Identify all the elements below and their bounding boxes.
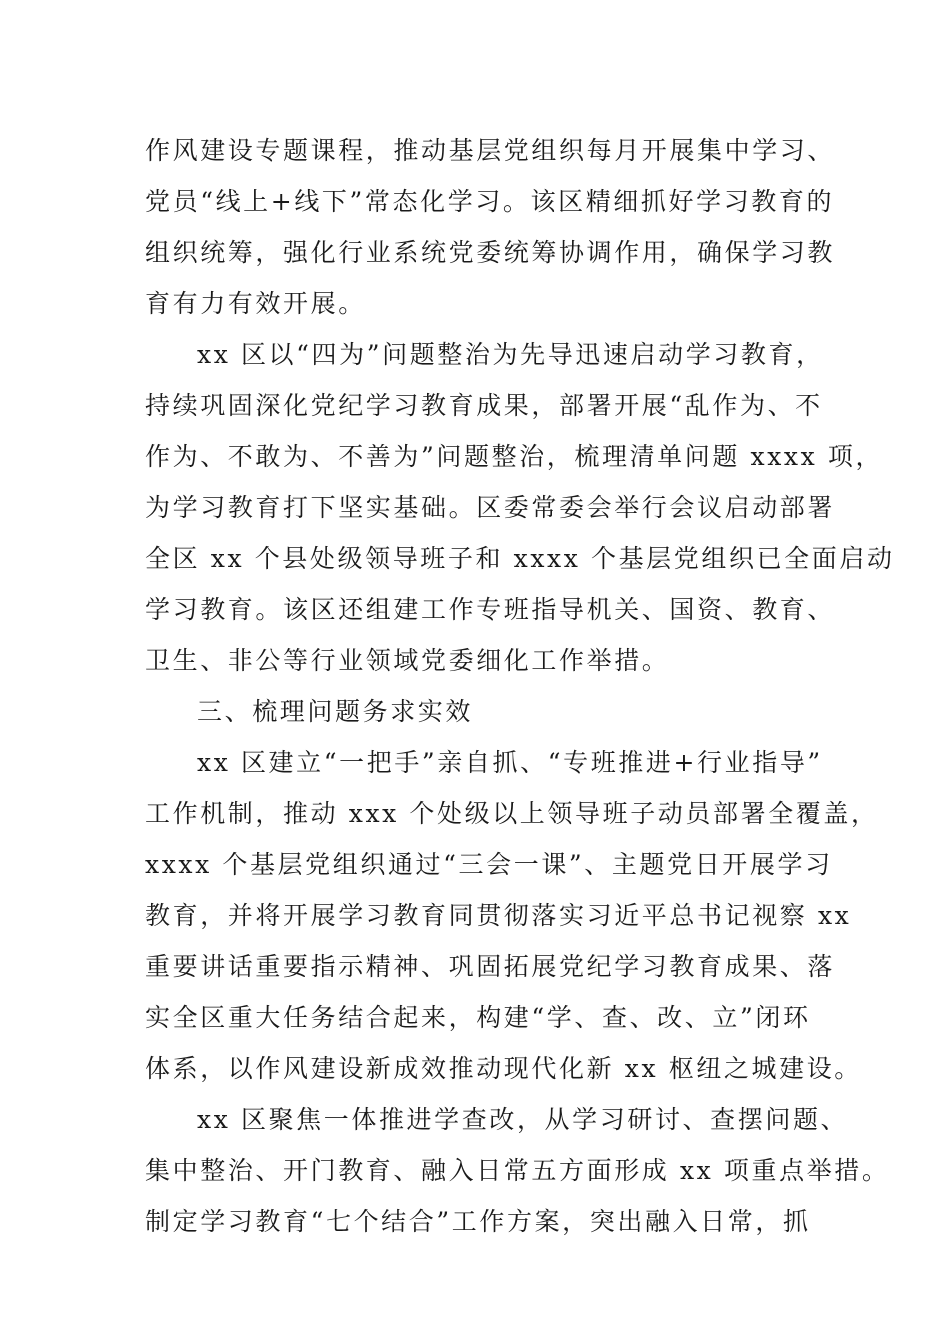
- text-line: xx 区聚焦一体推进学查改，从学习研讨、查摆问题、: [197, 1105, 849, 1134]
- text-line: 全区 xx 个县处级领导班子和 xxxx 个基层党组织已全面启动: [145, 544, 895, 573]
- text-line: 教育，并将开展学习教育同贯彻落实习近平总书记视察 xx: [145, 901, 852, 930]
- text-line: 组织统筹，强化行业系统党委统筹协调作用，确保学习教: [145, 238, 836, 267]
- text-line: xx 区以“四为”问题整治为先导迅速启动学习教育，: [197, 340, 824, 369]
- text-line: 体系，以作风建设新成效推动现代化新 xx 枢纽之城建设。: [145, 1054, 862, 1083]
- text-line: 重要讲话重要指示精神、巩固拓展党纪学习教育成果、落: [145, 952, 836, 981]
- paragraph: [145, 737, 879, 1094]
- text-line: 作风建设专题课程，推动基层党组织每月开展集中学习、: [145, 136, 836, 165]
- text-line: 党员“线上+线下”常态化学习。该区精细抓好学习教育的: [145, 187, 835, 216]
- paragraph: [145, 125, 836, 329]
- text-line: xxxx 个基层党组织通过“三会一课”、主题党日开展学习: [145, 850, 833, 879]
- paragraph: [145, 1094, 890, 1247]
- text-line: xx 区建立“一把手”亲自抓、“专班推进+行业指导”: [197, 748, 823, 777]
- document-body: [145, 125, 895, 1247]
- text-line: 持续巩固深化党纪学习教育成果，部署开展“乱作为、不: [145, 391, 823, 420]
- text-line: 制定学习教育“七个结合”工作方案，突出融入日常，抓: [145, 1207, 811, 1236]
- text-line: 学习教育。该区还组建工作专班指导机关、国资、教育、: [145, 595, 836, 624]
- text-line: 工作机制，推动 xxx 个处级以上领导班子动员部署全覆盖，: [145, 799, 879, 828]
- text-line: 集中整治、开门教育、融入日常五方面形成 xx 项重点举措。: [145, 1156, 890, 1185]
- section-heading: [145, 686, 825, 737]
- text-line: 作为、不敢为、不善为”问题整治，梳理清单问题 xxxx 项，: [145, 442, 884, 471]
- text-line: 育有力有效开展。: [145, 289, 366, 318]
- text-line: 实全区重大任务结合起来，构建“学、查、改、立”闭环: [145, 1003, 811, 1032]
- text-line: 卫生、非公等行业领域党委细化工作举措。: [145, 646, 670, 675]
- text-line: 为学习教育打下坚实基础。区委常委会举行会议启动部署: [145, 493, 836, 522]
- section-heading-text: 三、梳理问题务求实效: [197, 697, 474, 726]
- paragraph: [145, 329, 895, 686]
